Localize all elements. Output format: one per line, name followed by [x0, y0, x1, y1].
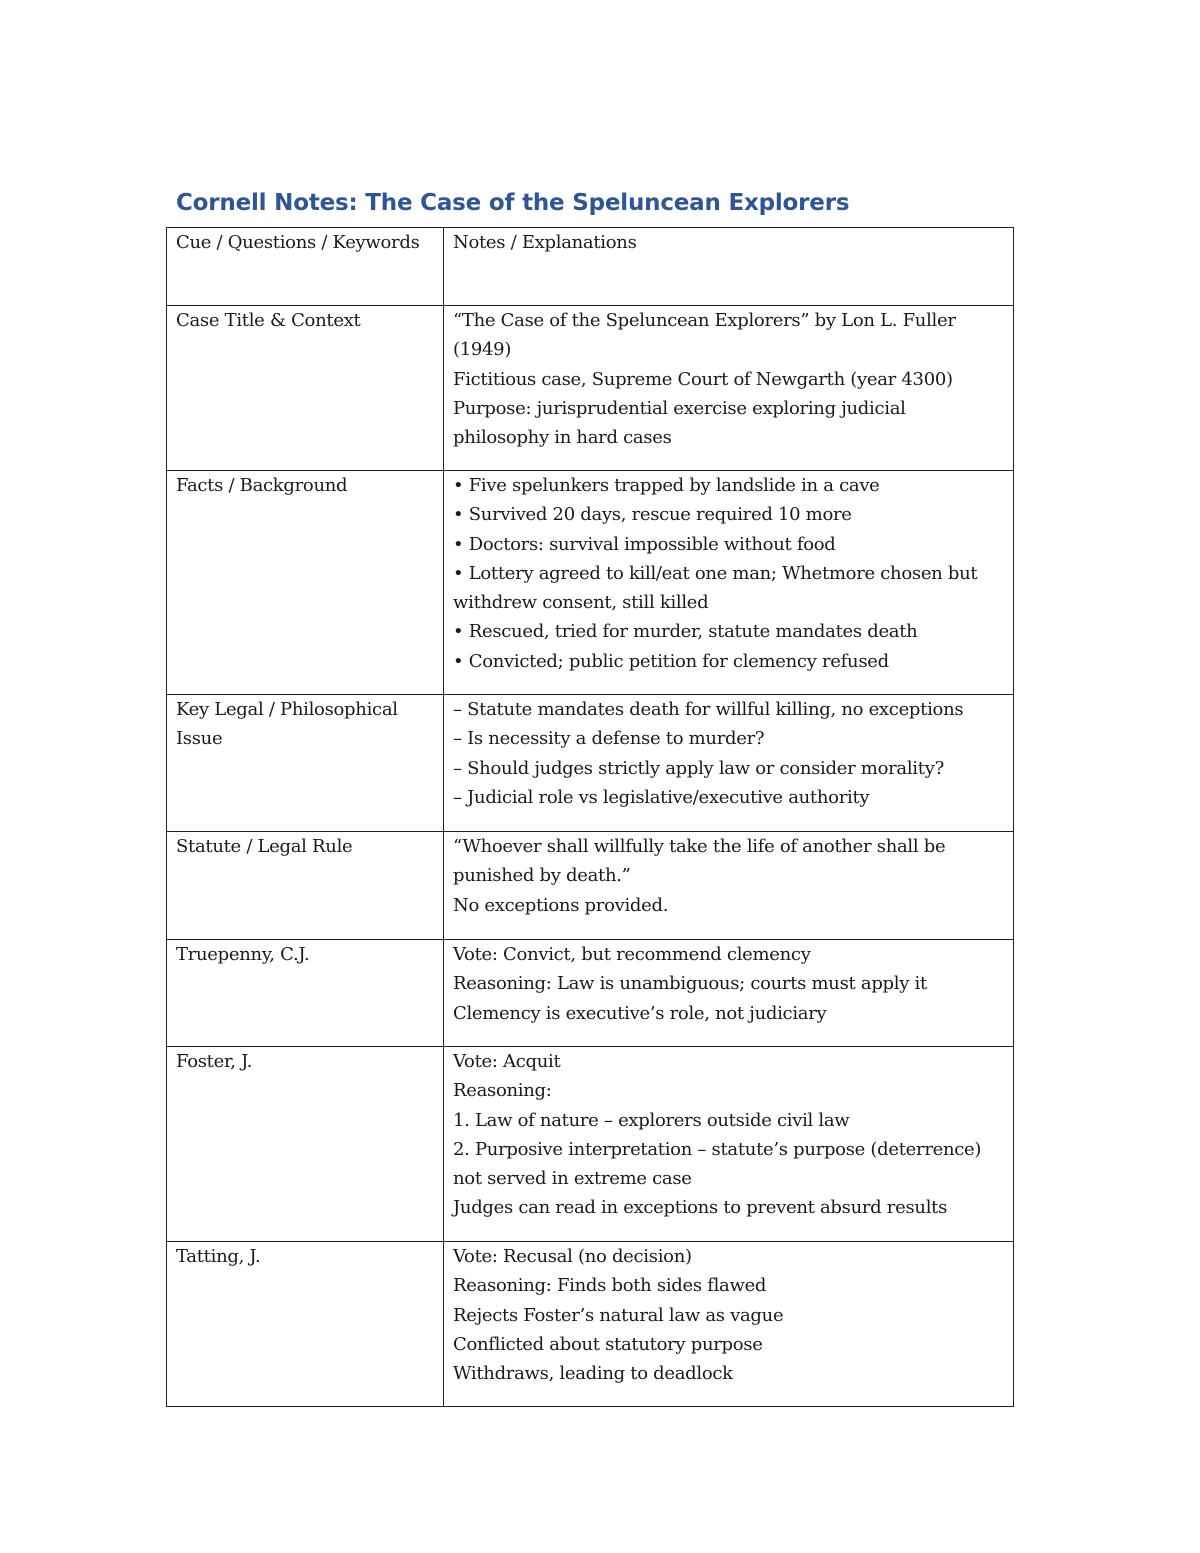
note-line: No exceptions provided. [453, 894, 669, 916]
note-line: Vote: Recusal (no decision) [453, 1246, 692, 1267]
table-row [167, 1047, 1014, 1242]
table-row [167, 306, 1014, 471]
note-line: – Is necessity a defense to murder? [453, 728, 765, 750]
notes-cell [444, 471, 1014, 695]
notes-cell [444, 1242, 1014, 1407]
note-line: • Survived 20 days, rescue required 10 more [453, 504, 852, 526]
notes-cell [444, 306, 1014, 471]
table-row [167, 471, 1014, 695]
note-line: – Judicial role vs legislative/executive authority [453, 786, 870, 808]
note-line: – Statute mandates death for willful killing, no exceptions [453, 699, 964, 720]
notes-cell [444, 1047, 1014, 1242]
table-row [167, 1242, 1014, 1407]
cue-cell [167, 832, 444, 940]
header-notes-label: Notes / Explanations [453, 232, 637, 253]
note-line: Reasoning: Finds both sides flawed [453, 1275, 767, 1297]
table-row [167, 695, 1014, 832]
note-line: Clemency is executive’s role, not judiciary [453, 1002, 827, 1024]
notes-cell [444, 695, 1014, 832]
note-line: 1. Law of nature – explorers outside civil law [453, 1109, 850, 1131]
note-line: • Lottery agreed to kill/eat one man; Whetmore chosen but withdrew consent, still killed [453, 562, 978, 614]
table-row [167, 832, 1014, 940]
note-line: Reasoning: [453, 1080, 552, 1102]
cue-cell [167, 695, 444, 832]
note-line: Conflicted about statutory purpose [453, 1333, 763, 1355]
page-title: Cornell Notes: The Case of the Speluncean Explorers [176, 190, 850, 216]
cue-cell [167, 1242, 444, 1407]
table-row [167, 940, 1014, 1047]
cue-cell [167, 1047, 444, 1242]
note-line: • Rescued, tried for murder, statute mandates death [453, 621, 918, 643]
cue-label: Tatting, J. [176, 1246, 261, 1267]
cornell-notes-table [166, 227, 1014, 1407]
cue-label: Foster, J. [176, 1051, 253, 1072]
note-line: Withdraws, leading to deadlock [453, 1363, 733, 1385]
note-line: Rejects Foster’s natural law as vague [453, 1304, 784, 1326]
note-line: “The Case of the Speluncean Explorers” by Lon L. Fuller (1949) [453, 310, 956, 361]
note-line: Vote: Convict, but recommend clemency [453, 944, 811, 965]
cue-cell [167, 306, 444, 471]
cue-label: Key Legal / Philosophical Issue [176, 699, 398, 750]
note-line: “Whoever shall willfully take the life of another shall be punished by death.” [453, 836, 946, 887]
note-line: • Five spelunkers trapped by landslide in a cave [453, 475, 880, 496]
cue-cell [167, 471, 444, 695]
cue-label: Statute / Legal Rule [176, 836, 353, 857]
note-line: Purpose: jurisprudential exercise exploring judicial philosophy in hard cases [453, 397, 906, 449]
note-line: • Convicted; public petition for clemency refused [453, 650, 889, 672]
cue-label: Case Title & Context [176, 310, 361, 331]
note-line: 2. Purposive interpretation – statute’s purpose (deterrence) not served in extreme case [453, 1138, 982, 1190]
note-line: Vote: Acquit [453, 1051, 561, 1072]
notes-cell [444, 940, 1014, 1047]
notes-cell [444, 832, 1014, 940]
cue-cell [167, 940, 444, 1047]
header-notes-cell [444, 228, 1014, 306]
note-line: – Should judges strictly apply law or consider morality? [453, 757, 944, 779]
header-cue-label: Cue / Questions / Keywords [176, 232, 420, 253]
header-cue-cell [167, 228, 444, 306]
cue-label: Facts / Background [176, 475, 348, 496]
table-header-row [167, 228, 1014, 306]
note-line: Fictitious case, Supreme Court of Newgarth (year 4300) [453, 368, 953, 390]
note-line: Reasoning: Law is unambiguous; courts must apply it [453, 973, 927, 995]
note-line: Judges can read in exceptions to prevent absurd results [453, 1197, 948, 1219]
note-line: • Doctors: survival impossible without food [453, 533, 836, 555]
cue-label: Truepenny, C.J. [176, 944, 310, 965]
